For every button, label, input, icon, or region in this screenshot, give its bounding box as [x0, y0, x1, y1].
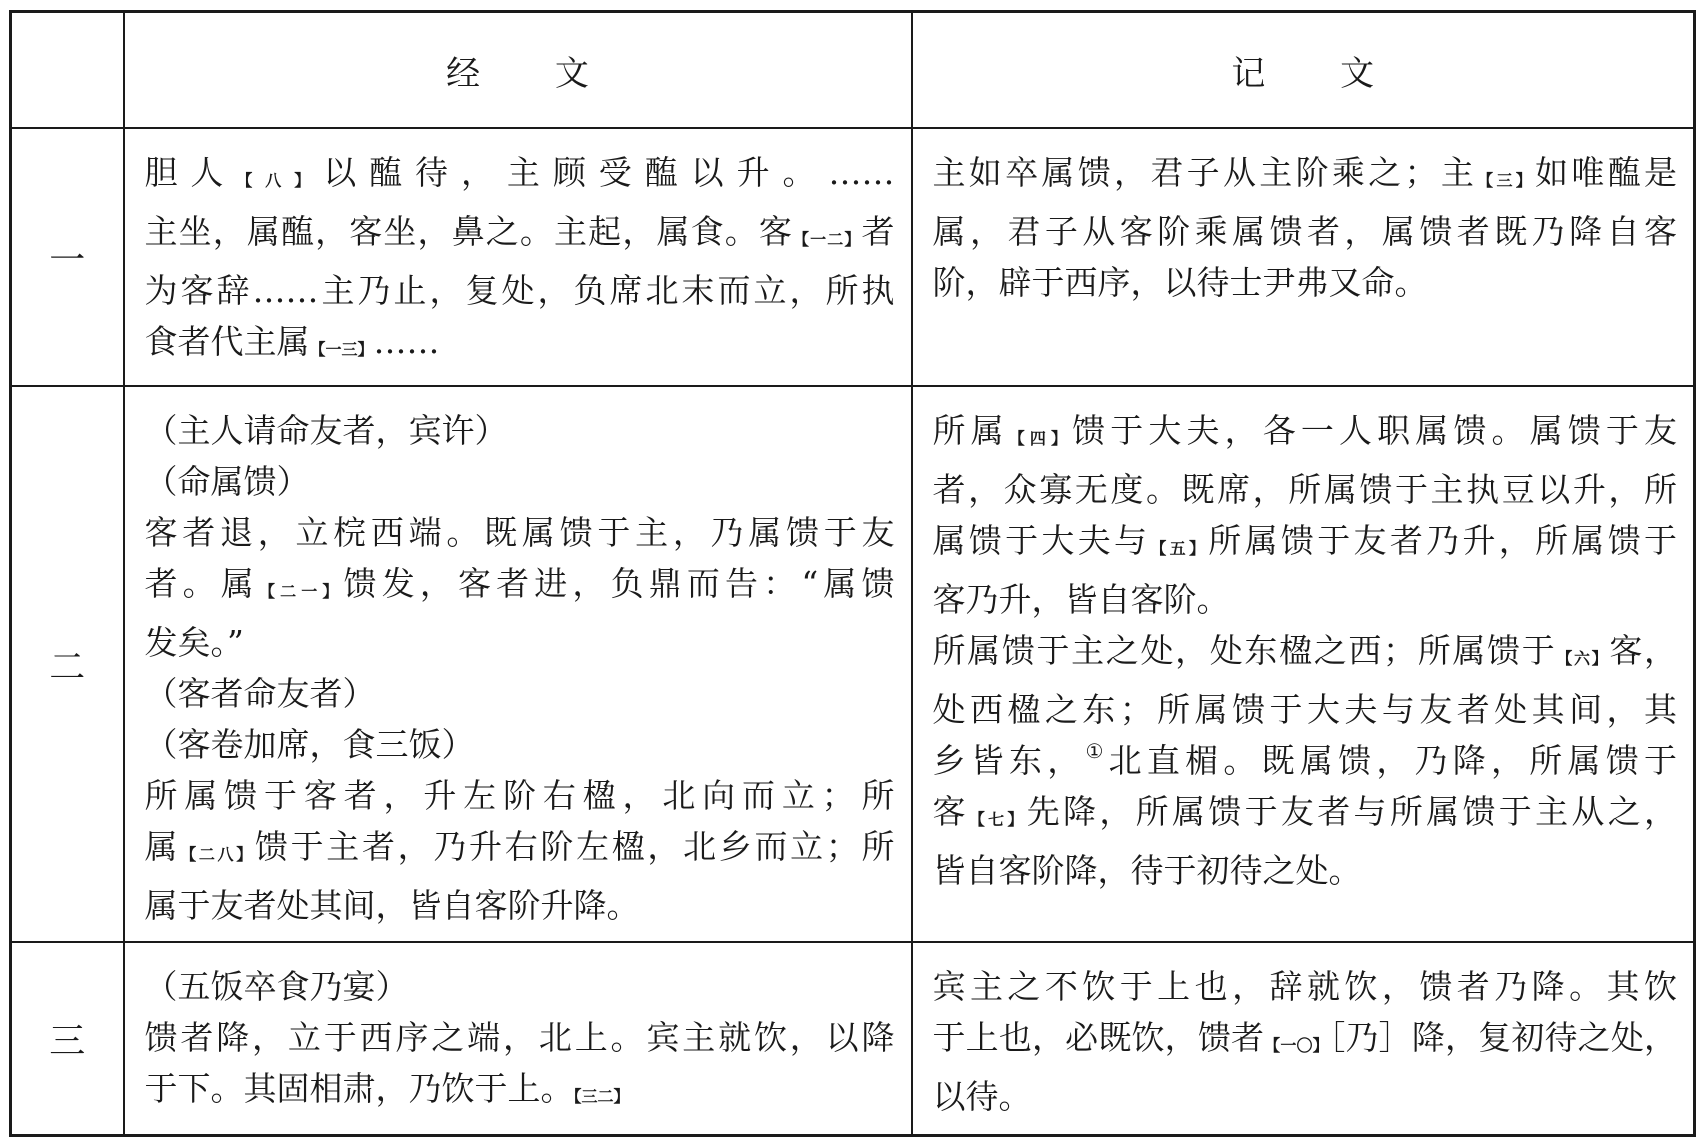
- text-segment: 先降，所属馈于友者与所属馈于主从之，: [1026, 792, 1677, 831]
- text-line: [145, 821, 895, 880]
- text-segment: ［乃］降，复初待之处，: [1328, 1018, 1677, 1057]
- text-line: [933, 574, 1678, 625]
- ji-cell: [912, 942, 1695, 1136]
- header-ji-cell: [912, 12, 1695, 129]
- text-segment: 如唯醢是: [1535, 153, 1677, 192]
- text-segment: 馈发，客者进，负鼎而告：“属馈: [343, 564, 895, 603]
- table-row: [11, 128, 1695, 386]
- text-segment: 馈者降，立于西序之端，北上。宾主就饮，以降: [144, 1018, 895, 1057]
- text-line: [145, 507, 895, 558]
- text-segment: 属馈于大夫与: [932, 521, 1151, 560]
- header-jing: 经文: [446, 53, 664, 94]
- ji-cell: [912, 128, 1695, 386]
- table-row: [11, 942, 1695, 1136]
- bracket-number-marker: 【二八】: [180, 845, 255, 864]
- bracket-number-marker: 【一二】: [792, 230, 862, 249]
- text-line: [145, 770, 895, 821]
- text-segment: 客，: [1609, 631, 1677, 670]
- text-line: [145, 265, 895, 316]
- text-line: [145, 206, 895, 265]
- text-line: [145, 961, 895, 1012]
- text-segment: 乡皆东，: [932, 741, 1086, 780]
- text-line: [145, 668, 895, 719]
- text-line: [145, 558, 895, 617]
- text-segment: 为客辞……主乃止，复处，负席北末而立，所执: [144, 271, 895, 310]
- header-row: [11, 12, 1695, 129]
- text-line: [933, 625, 1678, 684]
- bracket-number-marker: 【一〇】: [1264, 1036, 1329, 1055]
- text-line: [145, 1012, 895, 1063]
- text-segment: 客: [932, 792, 969, 831]
- text-line: [933, 845, 1678, 896]
- bracket-number-marker: 【八】: [236, 171, 324, 190]
- row-number: 一: [11, 128, 124, 386]
- text-line: [933, 206, 1678, 257]
- text-segment: 主如卒属馈，君子从主阶乘之；主: [932, 153, 1478, 192]
- text-line: [933, 684, 1678, 735]
- text-line: [933, 515, 1678, 574]
- text-segment: 于上也，必既饮，馈者: [932, 1018, 1265, 1057]
- jing-cell: [124, 386, 912, 942]
- text-line: [933, 464, 1678, 515]
- text-line: [933, 961, 1678, 1012]
- text-line: [933, 147, 1678, 206]
- text-comparison-table: [9, 10, 1696, 1137]
- row-number: 三: [11, 942, 124, 1136]
- text-segment: 于下。其固相肃，乃饮于上。: [144, 1069, 574, 1108]
- text-segment: （命属馈）: [144, 462, 310, 501]
- text-segment: 北直楣。既属馈，乃降，所属馈于: [1108, 741, 1677, 780]
- text-segment: 所属馈于主之处，处东楹之西；所属馈于: [932, 631, 1557, 670]
- bracket-number-marker: 【三二】: [573, 1087, 630, 1106]
- text-line: [933, 735, 1678, 786]
- text-segment: 客乃升，皆自客阶。: [932, 580, 1230, 619]
- bracket-number-marker: 【五】: [1150, 539, 1209, 558]
- text-line: [145, 456, 895, 507]
- text-segment: 者，众寡无度。既席，所属馈于主执豆以升，所: [932, 470, 1677, 509]
- footnote-marker: ①: [1085, 739, 1109, 763]
- text-segment: 以醢待，主顾受醢以升。……: [323, 153, 895, 192]
- text-segment: （主人请命友者，宾许）: [144, 411, 508, 450]
- text-segment: 者: [861, 212, 895, 251]
- text-line: [145, 405, 895, 456]
- text-segment: 属: [144, 827, 181, 866]
- text-line: [145, 147, 895, 206]
- header-blank-cell: [11, 12, 124, 129]
- text-segment: 属，君子从客阶乘属馈者，属馈者既乃降自客: [932, 212, 1677, 251]
- text-line: [145, 617, 895, 668]
- header-jing-cell: [124, 12, 912, 129]
- text-segment: 阶，辟于西序，以待士尹弗又命。: [932, 263, 1428, 302]
- text-segment: 皆自客阶降，待于初待之处。: [932, 851, 1362, 890]
- text-segment: 发矣。”: [144, 623, 244, 662]
- bracket-number-marker: 【三】: [1477, 171, 1536, 190]
- text-segment: 所属馈于友者乃升，所属馈于: [1208, 521, 1677, 560]
- table-row: [11, 386, 1695, 942]
- bracket-number-marker: 【二一】: [258, 582, 344, 601]
- text-line: [933, 1071, 1678, 1122]
- bracket-number-marker: 【七】: [968, 810, 1027, 829]
- text-line: [145, 880, 895, 931]
- text-line: [145, 316, 895, 375]
- text-segment: 者。属: [144, 564, 259, 603]
- text-segment: 处西楹之东；所属馈于大夫与友者处其间，其: [932, 690, 1677, 729]
- text-line: [145, 1063, 895, 1122]
- text-segment: 主坐，属醢，客坐，鼻之。主起，属食。客: [144, 212, 793, 251]
- text-segment: 以待。: [932, 1077, 1032, 1116]
- text-segment: （客者命友者）: [144, 674, 376, 713]
- text-segment: 食者代主属: [144, 322, 310, 361]
- text-segment: （客卷加席，食三饭）: [144, 725, 475, 764]
- text-segment: 宾主之不饮于上也，辞就饮，馈者乃降。其饮: [932, 967, 1677, 1006]
- text-segment: 所属: [932, 411, 1009, 450]
- text-line: [933, 786, 1678, 845]
- text-line: [145, 719, 895, 770]
- text-segment: 胆人: [144, 153, 237, 192]
- ji-cell: [912, 386, 1695, 942]
- bracket-number-marker: 【四】: [1008, 429, 1073, 448]
- text-line: [933, 405, 1678, 464]
- row-number: 二: [11, 386, 124, 942]
- text-segment: 所属馈于客者，升左阶右楹，北向而立；所: [144, 776, 895, 815]
- text-segment: （五饭卒食乃宴）: [144, 967, 409, 1006]
- text-segment: 属于友者处其间，皆自客阶升降。: [144, 886, 640, 925]
- text-line: [933, 1012, 1678, 1071]
- jing-cell: [124, 942, 912, 1136]
- jing-cell: [124, 128, 912, 386]
- text-line: [933, 257, 1678, 308]
- header-ji: 记文: [1231, 53, 1449, 94]
- text-segment: ……: [373, 322, 440, 361]
- text-segment: 客者退，立梡西端。既属馈于主，乃属馈于友: [144, 513, 895, 552]
- bracket-number-marker: 【六】: [1556, 649, 1610, 668]
- text-segment: 馈于主者，乃升右阶左楹，北乡而立；所: [254, 827, 895, 866]
- text-segment: 馈于大夫，各一人职属馈。属馈于友: [1072, 411, 1677, 450]
- bracket-number-marker: 【一三】: [309, 340, 374, 359]
